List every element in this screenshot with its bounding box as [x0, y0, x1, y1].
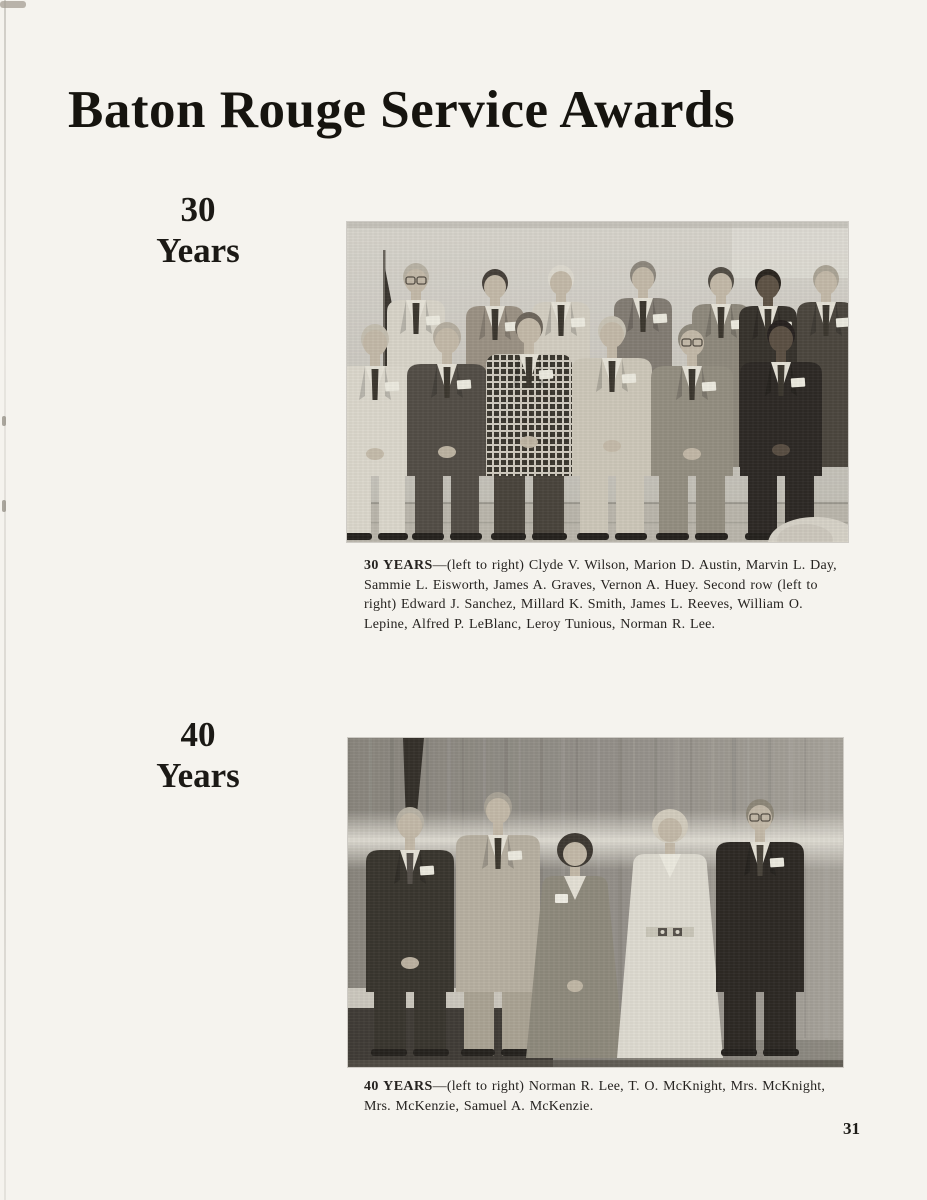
- photo-caption-40-years: [364, 1077, 884, 1116]
- caption-line: Sammie L. Eisworth, James A. Graves, Vernon A. Huey. Second row (left to: [364, 577, 818, 593]
- page-title: Baton Rouge Service Awards: [68, 80, 736, 139]
- caption-line: right) Edward J. Sanchez, Millard K. Smith, James L. Reeves, William O.: [364, 597, 803, 612]
- section-label-30-years: [118, 189, 278, 271]
- photo-caption-30-years: [364, 556, 864, 634]
- caption-line: Mrs. McKenzie, Samuel A. McKenzie.: [364, 1098, 594, 1114]
- scan-corner-mark: [0, 1, 26, 8]
- caption-lead: 40 YEARS: [364, 1079, 433, 1094]
- scan-edge-crease: [4, 0, 6, 1200]
- photo-40-years: [348, 738, 843, 1067]
- scan-edge-tick: [2, 500, 6, 512]
- page-number: 31: [843, 1119, 860, 1138]
- caption-lead: 30 YEARS: [364, 558, 433, 573]
- years-word: Years: [156, 756, 240, 795]
- caption-line: Lepine, Alfred P. LeBlanc, Leroy Tunious, Norman R. Lee.: [364, 616, 716, 632]
- caption-line: [364, 1077, 884, 1097]
- years-word: Years: [156, 231, 240, 270]
- years-number: 40: [180, 715, 216, 754]
- caption-text: —(left to right) Norman R. Lee, T. O. McKnight, Mrs. McKnight,: [432, 1079, 826, 1094]
- years-number: 30: [180, 190, 216, 229]
- photo-30-years: [347, 222, 848, 542]
- caption-text: —(left to right) Clyde V. Wilson, Marion D. Austin, Marvin L. Day,: [432, 558, 837, 573]
- caption-line: [364, 556, 864, 576]
- section-label-40-years: [118, 714, 278, 796]
- scan-edge-tick: [2, 416, 6, 426]
